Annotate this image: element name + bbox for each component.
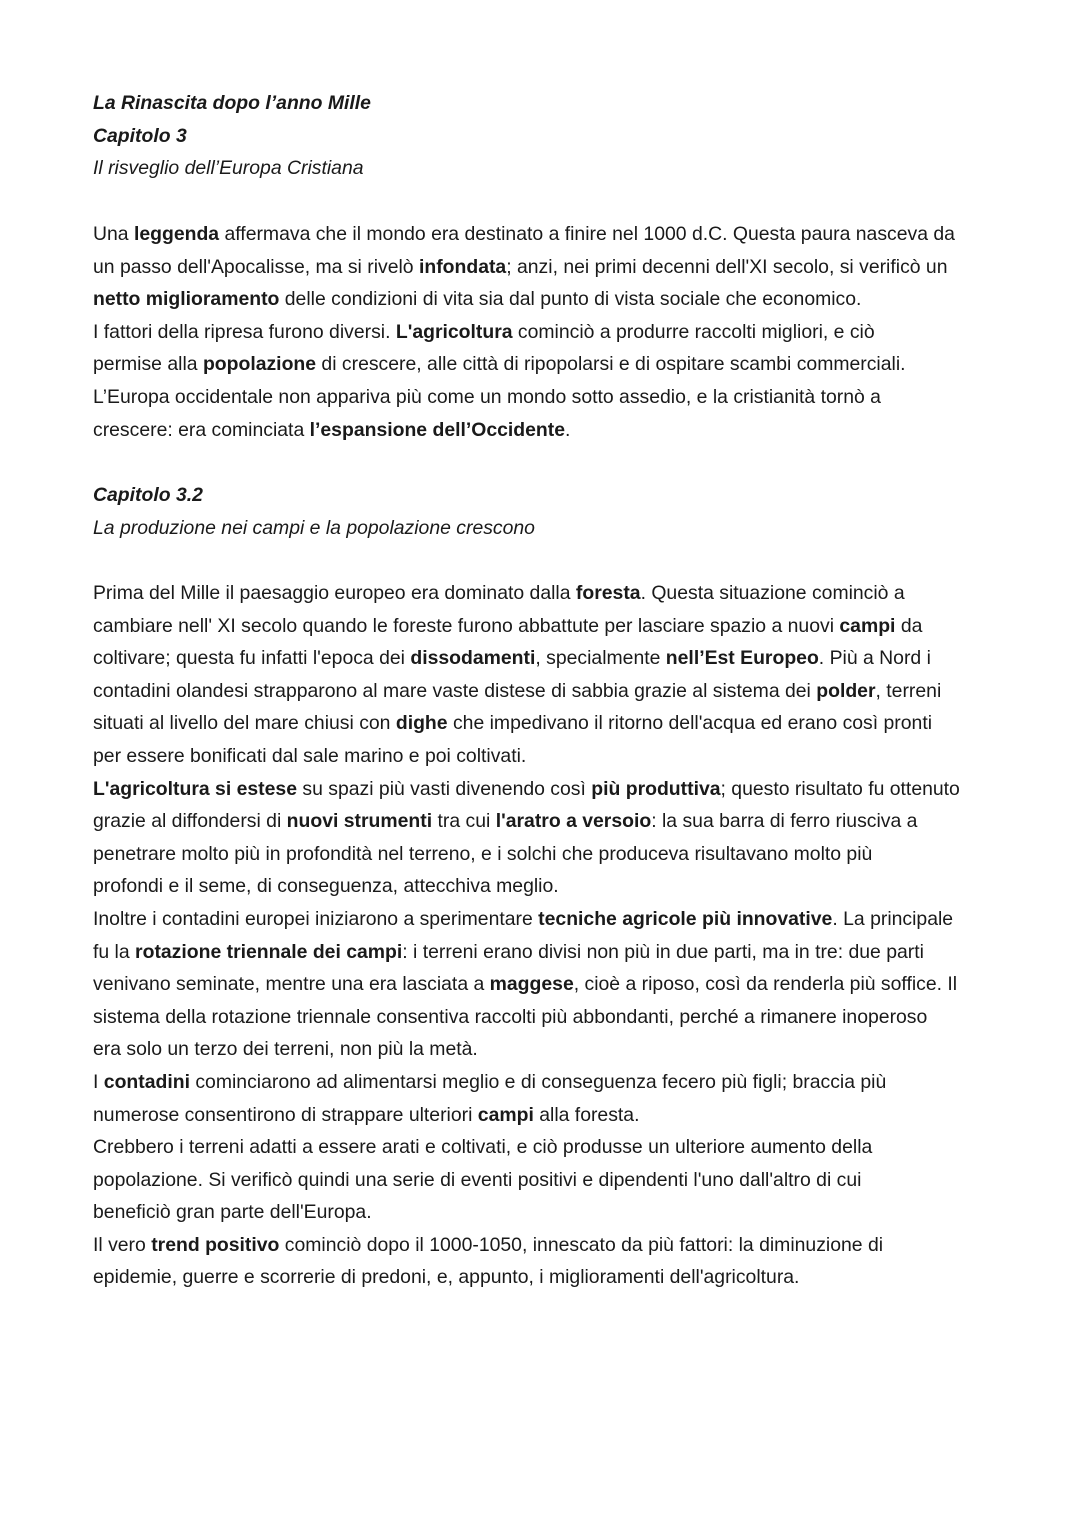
bold-term: netto miglioramento xyxy=(93,288,280,311)
text-line xyxy=(93,348,993,381)
text-line xyxy=(93,414,993,447)
text-run: Una xyxy=(93,223,134,245)
text-line xyxy=(93,936,993,969)
text-line xyxy=(93,1131,993,1164)
bold-term: l’espansione dell’Occidente xyxy=(309,418,566,441)
bold-term: contadini xyxy=(103,1070,190,1093)
text-run: un passo dell'Apocalisse, ma si rivelò xyxy=(93,255,419,278)
text-run: , cioè a riposo, così da renderla più soffice. Il xyxy=(573,973,958,996)
text-line xyxy=(93,1099,993,1132)
text-run: . Più a Nord i xyxy=(818,647,931,670)
section-heading: Capitolo 3.2 xyxy=(93,484,203,506)
text-run: permise alla xyxy=(93,353,203,376)
text-line xyxy=(93,1229,993,1262)
paragraph xyxy=(93,218,993,446)
text-line xyxy=(93,707,993,740)
text-run: che impedivano il ritorno dell'acqua ed erano così pronti xyxy=(447,712,933,735)
document-header xyxy=(93,87,993,185)
bold-term: dighe xyxy=(395,712,448,735)
text-line xyxy=(93,1033,993,1066)
text-line xyxy=(93,740,993,773)
text-run: coltivare; questa fu infatti l'epoca dei xyxy=(93,647,411,670)
bold-term: nell’Est Europeo xyxy=(665,647,819,670)
text-line xyxy=(93,773,993,806)
text-run: delle condizioni di vita sia dal punto di vista sociale che economico. xyxy=(279,288,862,311)
text-run: epidemie, guerre e scorrerie di predoni, e, appunto, i miglioramenti dell'agricoltura. xyxy=(93,1266,800,1289)
text-run: era solo un terzo dei terreni, non più la metà. xyxy=(93,1038,478,1061)
text-run: crescere: era cominciata xyxy=(93,418,310,441)
text-run: sistema della rotazione triennale consentiva raccolti più abbondanti, perché a rimanere inoperoso xyxy=(93,1005,928,1028)
bold-term: campi xyxy=(477,1103,534,1126)
paragraph xyxy=(93,577,993,1294)
text-line xyxy=(93,968,993,1001)
bold-term: campi xyxy=(839,614,896,637)
text-run: profondi e il seme, di conseguenza, attecchiva meglio. xyxy=(93,875,559,898)
text-run: Il vero xyxy=(93,1233,152,1256)
text-run: alla foresta. xyxy=(533,1103,640,1126)
text-run: ; anzi, nei primi decenni dell'XI secolo, si verificò un xyxy=(506,255,948,278)
text-run: tra cui xyxy=(432,810,496,833)
text-run: fu la xyxy=(93,940,136,963)
text-run: cambiare nell' XI secolo quando le foreste furono abbattute per lasciare spazio a nuovi xyxy=(93,614,840,637)
bold-term: nuovi strumenti xyxy=(286,810,433,833)
section-subtitle: La produzione nei campi e la popolazione crescono xyxy=(93,516,535,539)
text-run: popolazione. Si verificò quindi una serie di eventi positivi e dipendenti l'uno dall'altro di cui xyxy=(93,1168,862,1191)
text-line xyxy=(93,1066,993,1099)
text-run: I xyxy=(93,1070,104,1093)
text-run: L’Europa occidentale non appariva più come un mondo sotto assedio, e la cristianità tornò a xyxy=(93,385,881,408)
bold-term: infondata xyxy=(418,255,507,278)
text-line xyxy=(93,283,993,316)
text-line xyxy=(93,838,993,871)
document-title: La Rinascita dopo l’anno Mille xyxy=(93,92,371,114)
text-run: su spazi più vasti divenendo così xyxy=(297,777,592,800)
text-run: . La principale xyxy=(832,907,954,930)
bold-term: L'agricoltura xyxy=(395,320,513,343)
text-run: grazie al diffondersi di xyxy=(93,810,287,833)
text-run: affermava che il mondo era destinato a finire nel 1000 d.C. Questa paura nasceva da xyxy=(219,223,955,245)
bold-term: dissodamenti xyxy=(410,647,536,670)
text-line xyxy=(93,642,993,675)
text-run: , specialmente xyxy=(535,647,666,670)
section-header xyxy=(93,479,993,544)
text-run: . Questa situazione cominciò a xyxy=(640,582,905,604)
text-line xyxy=(93,675,993,708)
text-run: venivano seminate, mentre una era lasciata a xyxy=(93,973,490,996)
text-line xyxy=(93,805,993,838)
text-line xyxy=(93,1196,993,1229)
text-run: . xyxy=(565,418,571,441)
bold-term: foresta xyxy=(575,582,641,604)
text-line xyxy=(93,316,993,349)
text-line xyxy=(93,1261,993,1294)
text-run: : i terreni erano divisi non più in due parti, ma in tre: due parti xyxy=(402,940,924,963)
text-run: ; questo risultato fu ottenuto xyxy=(720,777,960,800)
chapter-subtitle: Il risveglio dell’Europa Cristiana xyxy=(93,157,364,180)
text-line xyxy=(93,1001,993,1034)
bold-term: popolazione xyxy=(202,353,317,376)
text-run: cominciò a produrre raccolti migliori, e ciò xyxy=(512,320,875,343)
text-line xyxy=(93,870,993,903)
text-run: beneficiò gran parte dell'Europa. xyxy=(93,1201,372,1224)
bold-term: maggese xyxy=(489,973,574,996)
bold-term: trend positivo xyxy=(151,1233,280,1256)
bold-term: l'aratro a versoio xyxy=(495,810,652,833)
text-run: situati al livello del mare chiusi con xyxy=(93,712,396,735)
text-run: Inoltre i contadini europei iniziarono a sperimentare xyxy=(93,907,539,930)
text-line xyxy=(93,218,993,251)
text-line xyxy=(93,251,993,284)
bold-term: leggenda xyxy=(133,223,220,245)
text-run: : la sua barra di ferro riusciva a xyxy=(651,810,918,833)
text-line xyxy=(93,1164,993,1197)
text-line xyxy=(93,381,993,414)
bold-term: rotazione triennale dei campi xyxy=(135,940,403,963)
bold-term: L'agricoltura si estese xyxy=(93,777,297,800)
text-run: cominciarono ad alimentarsi meglio e di conseguenza fecero più figli; braccia più xyxy=(189,1070,887,1093)
text-line xyxy=(93,903,993,936)
bold-term: polder xyxy=(816,679,876,702)
bold-term: tecniche agricole più innovative xyxy=(538,907,833,930)
text-run: per essere bonificati dal sale marino e poi coltivati. xyxy=(93,744,527,767)
bold-term: più produttiva xyxy=(591,777,721,800)
text-run: cominciò dopo il 1000-1050, innescato da più fattori: la diminuzione di xyxy=(279,1233,884,1256)
text-run: I fattori della ripresa furono diversi. xyxy=(93,320,396,343)
text-run: contadini olandesi strapparono al mare vaste distese di sabbia grazie al sistema dei xyxy=(93,679,817,702)
text-run: da xyxy=(895,614,923,637)
text-line xyxy=(93,577,993,610)
text-run: penetrare molto più in profondità nel terreno, e i solchi che produceva risultavano molto più xyxy=(93,842,873,865)
text-line xyxy=(93,610,993,643)
text-run: , terreni xyxy=(875,679,942,702)
text-run: Crebbero i terreni adatti a essere arati e coltivati, e ciò produsse un ulteriore aumento della xyxy=(93,1136,873,1159)
text-run: numerose consentirono di strappare ulteriori xyxy=(93,1103,478,1126)
text-run: di crescere, alle città di ripopolarsi e di ospitare scambi commerciali. xyxy=(316,353,906,376)
text-run: Prima del Mille il paesaggio europeo era dominato dalla xyxy=(93,582,576,604)
chapter-heading: Capitolo 3 xyxy=(93,124,187,147)
